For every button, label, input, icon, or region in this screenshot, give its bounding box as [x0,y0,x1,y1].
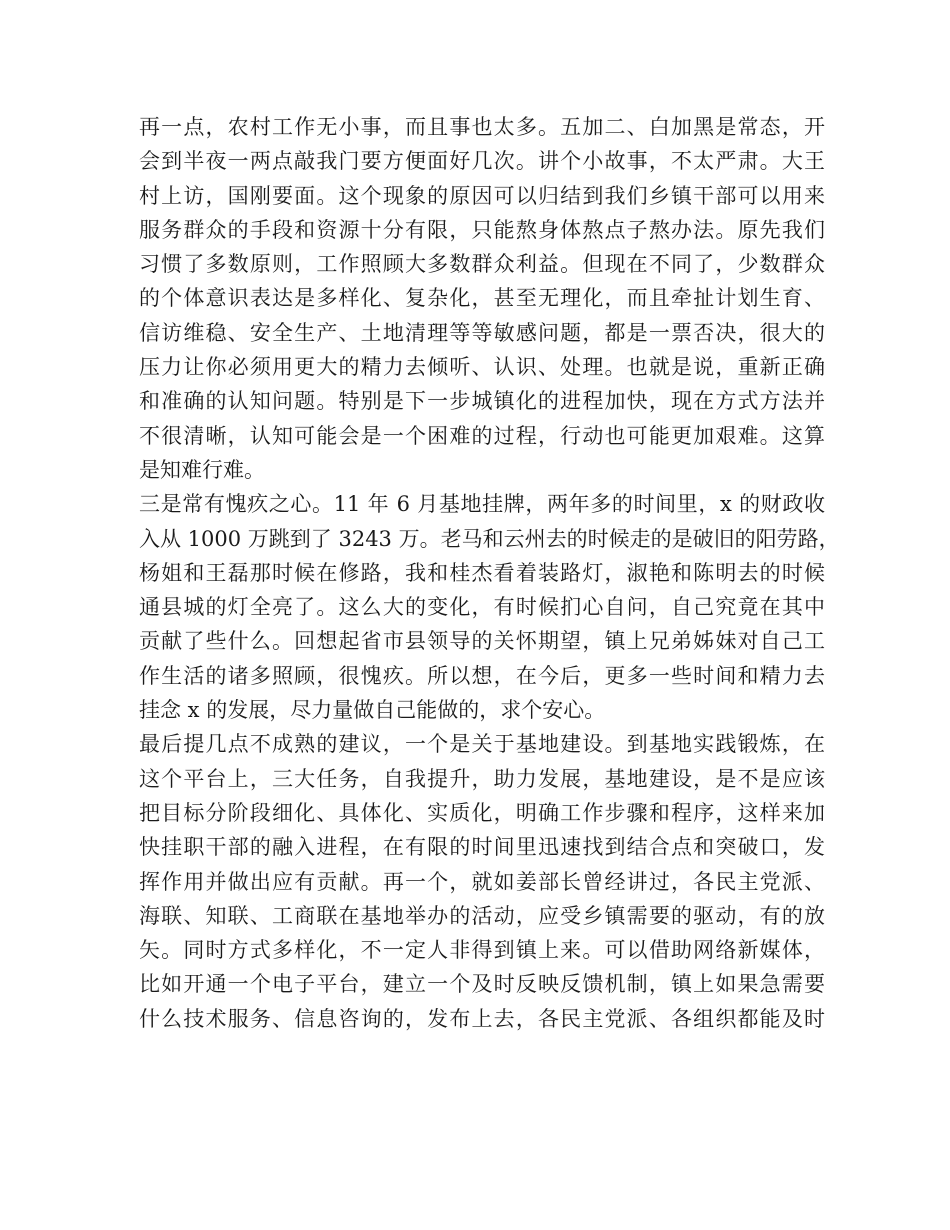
text-line: 把目标分阶段细化、具体化、实质化，明确工作步骤和程序，这样来加 [139,800,825,825]
text-line: 不很清晰，认知可能会是一个困难的过程，行动也可能更加艰难。这算 [139,423,825,448]
text-line: 的个体意识表达是多样化、复杂化，甚至无理化，而且牵扯计划生育、 [139,286,825,311]
text-line: 村上访，国刚要面。这个现象的原因可以归结到我们乡镇干部可以用来 [139,183,825,208]
text-line: 三是常有愧疚之心。11 年 6 月基地挂牌，两年多的时间里，x 的财政收 [139,492,825,517]
text-line: 信访维稳、安全生产、土地清理等等敏感问题，都是一票否决，很大的 [139,320,825,345]
text-line: 入从 1000 万跳到了 3243 万。老马和云州去的时候走的是破旧的阳劳路， [139,526,840,551]
text-line: 会到半夜一两点敲我门要方便面好几次。讲个小故事，不太严肃。大王 [139,149,825,174]
text-line: 矢。同时方式多样化，不一定人非得到镇上来。可以借助网络新媒体， [139,938,825,963]
text-line: 通县城的灯全亮了。这么大的变化，有时候扪心自问，自己究竟在其中 [139,595,825,620]
text-line: 快挂职干部的融入进程，在有限的时间里迅速找到结合点和突破口，发 [139,835,825,860]
text-line: 作生活的诸多照顾，很愧疚。所以想，在今后，更多一些时间和精力去 [139,663,825,688]
text-line: 服务群众的手段和资源十分有限，只能熬身体熬点子熬办法。原先我们 [139,217,825,242]
text-line: 压力让你必须用更大的精力去倾听、认识、处理。也就是说，重新正确 [139,355,825,380]
text-line: 最后提几点不成熟的建议，一个是关于基地建设。到基地实践锻炼，在 [139,732,825,757]
text-line: 这个平台上，三大任务，自我提升，助力发展，基地建设，是不是应该 [139,766,825,791]
text-line: 再一点，农村工作无小事，而且事也太多。五加二、白加黑是常态，开 [139,115,825,139]
text-line: 挂念 x 的发展，尽力量做自己能做的，求个安心。 [139,698,606,723]
text-line: 什么技术服务、信息咨询的，发布上去，各民主党派、各组织都能及时 [139,1006,825,1031]
text-line: 挥作用并做出应有贡献。再一个，就如姜部长曾经讲过，各民主党派、 [139,869,825,894]
text-line: 贡献了些什么。回想起省市县领导的关怀期望，镇上兄弟姊妹对自己工 [139,629,825,654]
text-line: 杨姐和王磊那时候在修路，我和桂杰看着装路灯，淑艳和陈明去的时候 [139,560,825,585]
text-line: 是知难行难。 [139,457,265,482]
document-body [139,110,840,1036]
text-line: 习惯了多数原则，工作照顾大多数群众利益。但现在不同了，少数群众 [139,252,825,277]
text-line: 海联、知联、工商联在基地举办的活动，应受乡镇需要的驱动，有的放 [139,903,825,928]
text-line: 和准确的认知问题。特别是下一步城镇化的进程加快，现在方式方法并 [139,389,825,414]
text-line: 比如开通一个电子平台，建立一个及时反映反馈机制，镇上如果急需要 [139,972,825,997]
